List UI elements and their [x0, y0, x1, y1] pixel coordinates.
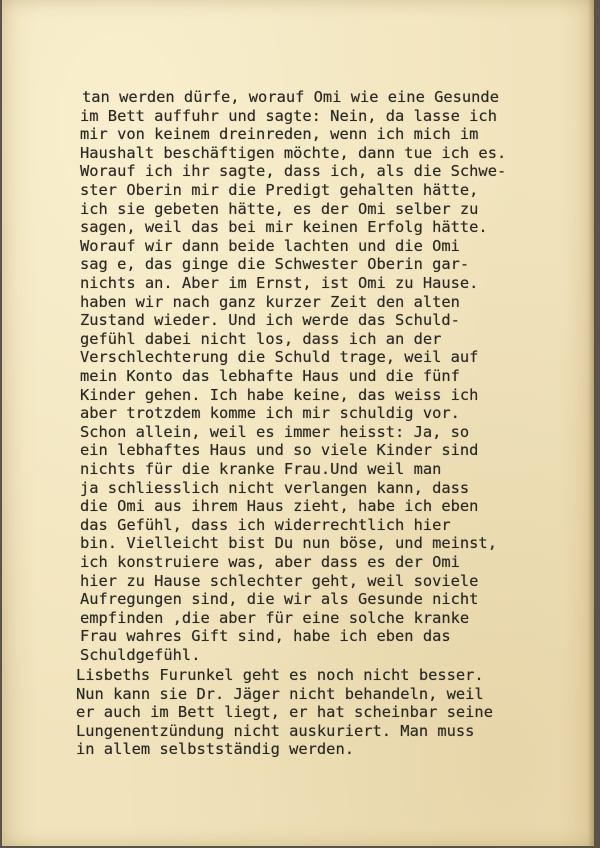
- text-line: mir von keinem dreinreden, wenn ich mich im: [80, 125, 479, 144]
- text-line: Worauf ich ihr sagte, dass ich, als die Schwe-: [80, 162, 507, 181]
- text-line: er auch im Bett liegt, er hat scheinbar seine: [76, 703, 493, 722]
- typed-letter-page: [2, 0, 594, 846]
- text-line: gefühl dabei nicht los, dass ich an der: [80, 329, 442, 348]
- text-line: Aufregungen sind, die wir als Gesunde nicht: [80, 590, 479, 609]
- text-line: ich konstruiere was, aber dass es der Omi: [80, 553, 460, 571]
- text-line: hier zu Hause schlechter geht, weil soviele: [80, 571, 479, 590]
- text-line: ich sie gebeten hätte, es der Omi selber zu: [80, 199, 479, 218]
- text-line: ja schliesslich nicht verlangen kann, dass: [80, 478, 470, 497]
- text-line: empfinden ,die aber für eine solche kranke: [80, 608, 470, 627]
- text-line: ein lebhaftes Haus und so viele Kinder sind: [80, 441, 479, 460]
- text-line: das Gefühl, dass ich widerrechtlich hier: [80, 515, 451, 534]
- text-line: Kinder gehen. Ich habe keine, das weiss ich: [80, 385, 479, 404]
- text-line: Frau wahres Gift sind, habe ich eben das: [80, 627, 451, 646]
- text-line: Nun kann sie Dr. Jäger nicht behandeln, weil: [76, 684, 484, 703]
- text-line: sagen, weil das bei mir keinen Erfolg hätte.: [80, 218, 488, 237]
- text-line: nichts an. Aber im Ernst, ist Omi zu Hause.: [80, 274, 479, 292]
- text-line: Lungenentzündung nicht auskuriert. Man muss: [76, 721, 475, 740]
- paper-edge: [588, 0, 594, 846]
- text-line: Haushalt beschäftigen möchte, dann tue ich es.: [80, 143, 507, 162]
- text-line: Schon allein, weil es immer heisst: Ja, so: [80, 422, 470, 441]
- text-line: Zustand wieder. Und ich werde das Schuld-: [80, 311, 460, 330]
- text-line: tan werden dürfe, worauf Omi wie eine Gesunde: [82, 88, 499, 106]
- text-line: die Omi aus ihrem Haus zieht, habe ich eben: [80, 497, 479, 516]
- text-line: Worauf wir dann beide lachten und die Omi: [80, 236, 460, 255]
- text-line: haben wir nach ganz kurzer Zeit den alten: [80, 292, 460, 311]
- text-line: Schuldgefühl.: [80, 646, 201, 664]
- text-line: nichts für die kranke Frau.Und weil man: [80, 460, 442, 478]
- text-line: mein Konto das lebhafte Haus und die fünf: [80, 367, 460, 385]
- text-line: im Bett auffuhr und sagte: Nein, da lasse ich: [80, 106, 497, 125]
- text-line: in allem selbstständig werden.: [76, 740, 354, 759]
- text-line: Lisbeths Furunkel geht es noch nicht besser.: [76, 666, 484, 684]
- text-line: ster Oberin mir die Predigt gehalten hätte,: [80, 181, 479, 199]
- text-line: bin. Vielleicht bist Du nun böse, und meinst,: [80, 534, 497, 553]
- text-line: aber trotzdem komme ich mir schuldig vor.: [80, 404, 460, 423]
- text-line: sag e, das ginge die Schwester Oberin gar-: [80, 255, 470, 274]
- text-line: Verschlechterung die Schuld trage, weil auf: [80, 348, 479, 367]
